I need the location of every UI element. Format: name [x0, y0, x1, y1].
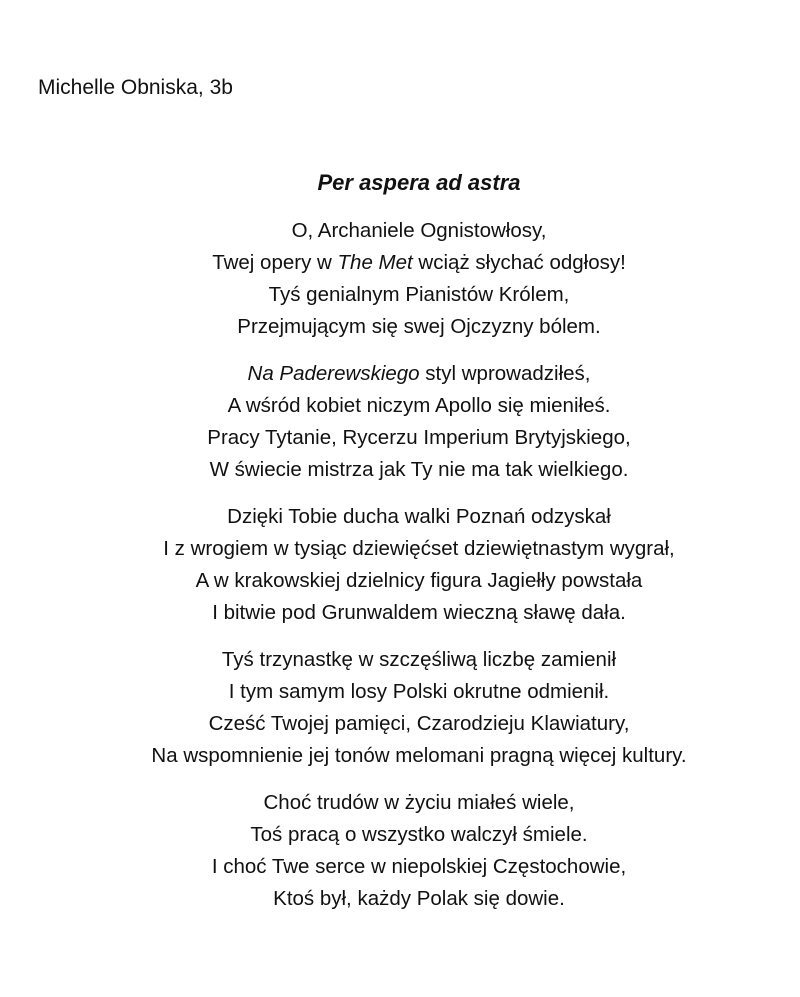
- poem-line: [0, 740, 800, 772]
- poem-line: [0, 358, 800, 390]
- line-text: W świecie mistrza jak Ty nie ma tak wielkiego.: [209, 458, 629, 481]
- line-text: Choć trudów w życiu miałeś wiele,: [263, 791, 575, 814]
- poem-line: [0, 787, 800, 819]
- line-text: Toś pracą o wszystko walczył śmiele.: [250, 823, 588, 846]
- italic-text: The Met: [337, 251, 413, 274]
- poem-title: Per aspera ad astra: [317, 170, 521, 195]
- line-text: Na wspomnienie jej tonów melomani pragną więcej kultury.: [151, 744, 687, 767]
- stanza: [0, 644, 800, 772]
- line-text: I z wrogiem w tysiąc dziewięćset dziewiętnastym wygrał,: [163, 537, 675, 560]
- poem-line: [0, 390, 800, 422]
- line-text: Tyś trzynastkę w szczęśliwą liczbę zamienił: [221, 648, 617, 671]
- stanza: [0, 501, 800, 629]
- line-text: Twej opery w: [212, 251, 338, 274]
- poem-line: [0, 533, 800, 565]
- poem-line: [0, 501, 800, 533]
- stanza: [0, 215, 800, 343]
- poem-line: [0, 708, 800, 740]
- line-text: I tym samym losy Polski okrutne odmienił.: [228, 680, 610, 703]
- line-text: I bitwie pod Grunwaldem wieczną sławę dała.: [212, 601, 626, 624]
- poem-line: [0, 644, 800, 676]
- poem-line: [0, 565, 800, 597]
- line-text: A wśród kobiet niczym Apollo się mieniłeś.: [227, 394, 611, 417]
- stanza: [0, 787, 800, 915]
- poem-body: [0, 215, 800, 930]
- line-text: Ktoś był, każdy Polak się dowie.: [273, 887, 565, 910]
- poem-line: [0, 279, 800, 311]
- line-text: Tyś genialnym Pianistów Królem,: [268, 283, 570, 306]
- line-text: A w krakowskiej dzielnicy figura Jagiełły powstała: [195, 569, 643, 592]
- line-text: O, Archaniele Ognistowłosy,: [291, 219, 547, 242]
- poem-line: [0, 676, 800, 708]
- author-line: Michelle Obniska, 3b: [38, 76, 233, 99]
- poem-line: [0, 851, 800, 883]
- poem-line: [0, 883, 800, 915]
- line-text: Przejmującym się swej Ojczyzny bólem.: [237, 315, 601, 338]
- poem-line: [0, 819, 800, 851]
- poem-line: [0, 247, 800, 279]
- line-text: Dzięki Tobie ducha walki Poznań odzyskał: [227, 505, 611, 528]
- line-text: I choć Twe serce w niepolskiej Częstochowie,: [211, 855, 627, 878]
- stanza: [0, 358, 800, 486]
- italic-text: Na Paderewskiego: [247, 362, 420, 385]
- poem-line: [0, 422, 800, 454]
- line-text: Pracy Tytanie, Rycerzu Imperium Brytyjskiego,: [207, 426, 631, 449]
- poem-line: [0, 311, 800, 343]
- poem-line: [0, 215, 800, 247]
- poem-line: [0, 597, 800, 629]
- line-text: styl wprowadziłeś,: [419, 362, 591, 385]
- poem-line: [0, 454, 800, 486]
- line-text: Cześć Twojej pamięci, Czarodzieju Klawiatury,: [208, 712, 630, 735]
- line-text: wciąż słychać odgłosy!: [412, 251, 626, 274]
